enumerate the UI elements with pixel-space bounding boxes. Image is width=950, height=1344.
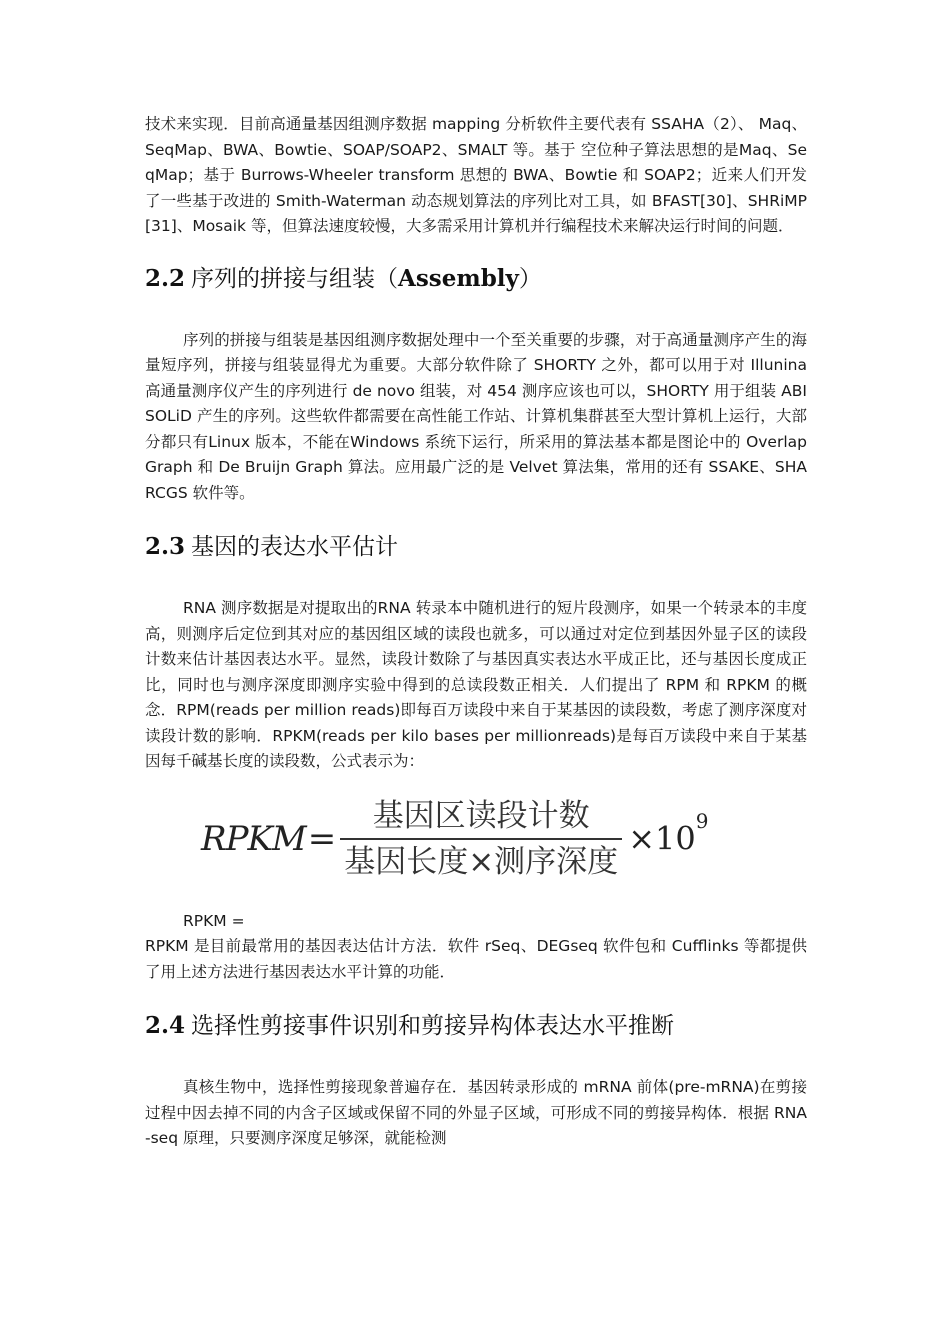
formula-lhs: RPKM [201,818,306,859]
formula-fraction [340,796,622,882]
rpkm-label: RPKM = [183,911,245,930]
formula-times-ten: ×10 [628,819,696,858]
formula-numerator: 基因区读段计数 [372,797,590,834]
paragraph-rpkm-tools: RPKM 是目前最常用的基因表达估计方法．软件 rSeq、DEGseq 软件包和 Cufflinks 等都提供了用上述方法进行基因表达水平计算的功能． [145,937,807,981]
heading-text-bold: Assembly [398,264,519,292]
heading-number: 2.3 [145,533,186,560]
heading-text-end: ） [518,265,542,292]
paragraph-expression: RNA 测序数据是对提取出的RNA 转录本中随机进行的短片段测序，如果一个转录本的丰度高，则测序后定位到其对应的基因组区域的读段也就多，可以通过对定位到基因外显子区的读段计数来估计基因表达水平。显然，读段计数除了与基因真实表达水平成正比，还与基因长度成正比，同时也与测序深度即测序实验中得到的总读段数正相关．人们提出了 RPM 和 RPKM 的概念．RPM(reads per million reads)即每百万读段中来自于某基因的读段数，考虑了测序深度对读段计数的影响．RPKM(reads per kilo bases per millionreads)是每百万读段中来自于某基因每千碱基长度的读段数，公式表示为： [145,599,807,770]
document-page [145,112,807,1152]
paragraph-splicing: 真核生物中，选择性剪接现象普遍存在．基因转录形成的 mRNA 前体(pre-mRNA)在剪接过程中因去掉不同的内含子区域或保留不同的外显子区域，可形成不同的剪接异构体．根据 RNA-seq 原理，只要测序深度足够深，就能检测 [145,1078,807,1147]
rpkm-formula [201,791,807,887]
formula-multiplier [628,809,709,858]
formula-exponent: 9 [695,809,709,834]
paragraph-assembly: 序列的拼接与组装是基因组测序数据处理中一个至关重要的步骤，对于高通量测序产生的海量短序列，拼接与组装显得尤为重要。大部分软件除了 SHORTY 之外，都可以用于对 Illunina 高通量测序仪产生的序列进行 de novo 组装，对 454 测序应该也可以，SHORTY 用于组装 ABI SOLiD 产生的序列。这些软件都需要在高性能工作站、计算机集群甚至大型计算机上运行，大部分都只有Linux 版本，不能在Windows 系统下运行，所采用的算法基本都是图论中的 OverlapGraph 和 De Bruijn Graph 算法。应用最广泛的是 Velvet 算法集，常用的还有 SSAKE、SHARCGS 软件等。 [145,330,807,502]
heading-splicing [145,1011,807,1041]
formula-equals: = [307,818,337,859]
heading-assembly [145,264,807,294]
heading-expression [145,532,807,562]
heading-number: 2.4 [145,1012,186,1039]
paragraph-mapping-tools: 技术来实现．目前高通量基因组测序数据 mapping 分析软件主要代表有 SSAHA（2）、 Maq、SeqMap、BWA、Bowtie、SOAP/SOAP2、SMALT 等。基于 空位种子算法思想的是Maq、SeqMap；基于 Burrows-Wheeler transform 思想的 BWA、Bowtie 和 SOAP2；近来人们开发了一些基于改进的 Smith-Waterman 动态规划算法的序列比对工具，如 BFAST[30]、SHRiMP[31]、Mosaik 等，但算法速度较慢，大多需采用计算机并行编程技术来解决运行时间的问题． [145,115,807,235]
heading-text: 选择性剪接事件识别和剪接异构体表达水平推断 [191,1013,675,1039]
heading-text: 序列的拼接与组装（ [191,265,399,292]
fraction-bar [340,838,622,840]
heading-text: 基因的表达水平估计 [191,534,399,560]
formula-denominator: 基因长度×测序深度 [344,843,619,880]
heading-number: 2.2 [145,264,186,292]
